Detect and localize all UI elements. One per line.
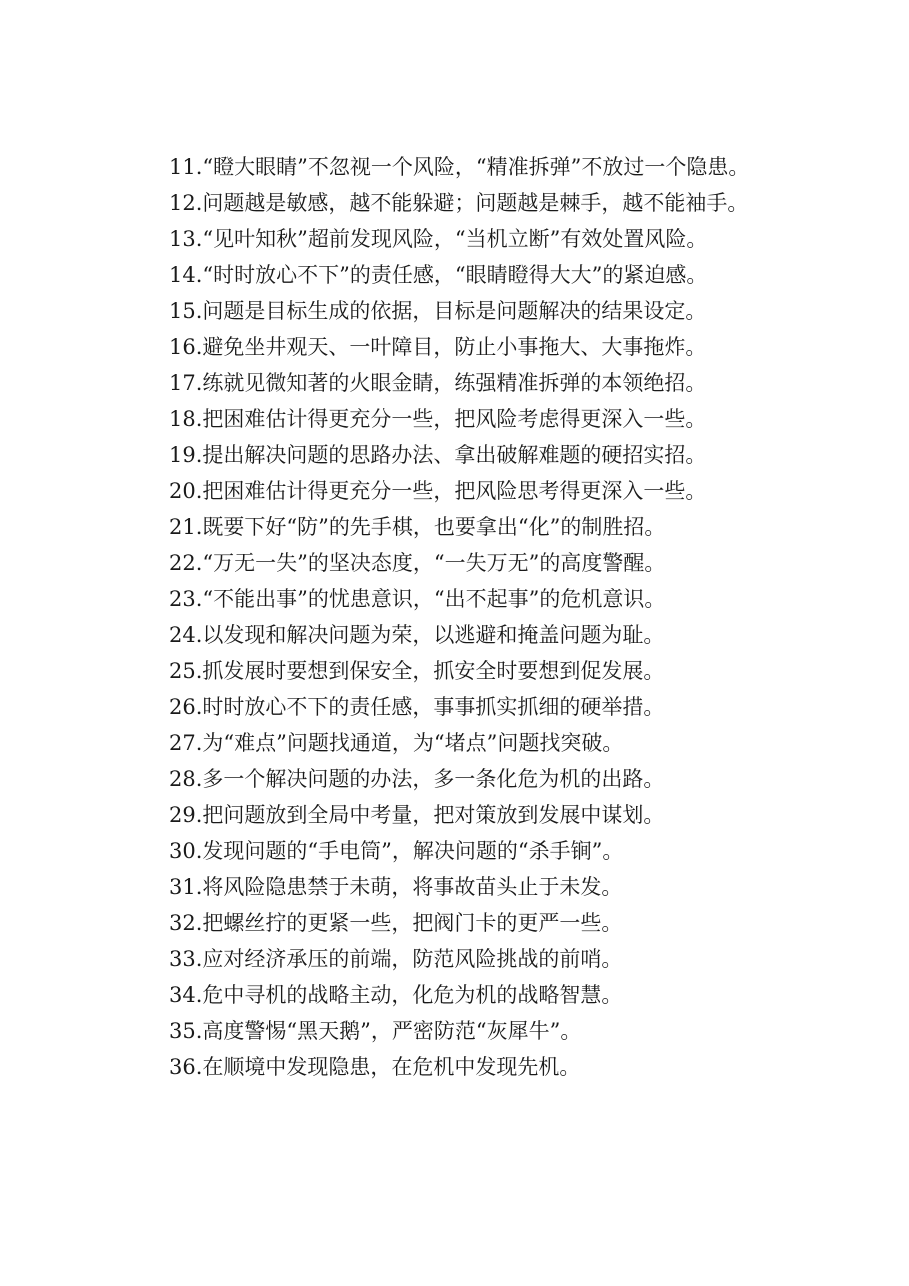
- item-number: 24.: [169, 623, 203, 647]
- item-text: 将风险隐患禁于未萌，将事故苗头止于未发。: [202, 875, 623, 899]
- item-text: 避免坐井观天、一叶障目，防止小事拖大、大事拖炸。: [202, 335, 707, 359]
- list-item-21: [125, 509, 795, 545]
- item-number: 27.: [169, 731, 203, 755]
- item-text: 应对经济承压的前端，防范风险挑战的前哨。: [202, 947, 623, 971]
- item-text: 发现问题的“手电筒”，解决问题的“杀手锏”。: [202, 839, 624, 863]
- item-number: 14.: [169, 263, 203, 287]
- list-item-23: [125, 581, 795, 617]
- item-text: 抓发展时要想到保安全，抓安全时要想到促发展。: [202, 659, 665, 683]
- document-body: [125, 149, 795, 1085]
- item-text: 为“难点”问题找通道，为“堵点”问题找突破。: [202, 731, 624, 755]
- item-number: 25.: [169, 659, 203, 683]
- list-item-12: [125, 185, 795, 221]
- item-text: 在顺境中发现隐患，在危机中发现先机。: [202, 1055, 581, 1079]
- list-item-36: [125, 1049, 795, 1085]
- item-number: 32.: [169, 911, 203, 935]
- item-text: 问题是目标生成的依据，目标是问题解决的结果设定。: [202, 299, 707, 323]
- item-number: 17.: [169, 371, 203, 395]
- item-text: 把螺丝拧的更紧一些，把阀门卡的更严一些。: [202, 911, 623, 935]
- item-number: 30.: [169, 839, 203, 863]
- item-text: 问题越是敏感，越不能躲避；问题越是棘手，越不能袖手。: [202, 191, 749, 215]
- item-text: “万无一失”的坚决态度，“一失万无”的高度警醒。: [202, 551, 666, 575]
- item-number: 28.: [169, 767, 203, 791]
- item-number: 36.: [169, 1055, 203, 1079]
- list-item-18: [125, 401, 795, 437]
- item-number: 13.: [169, 227, 203, 251]
- item-text: 提出解决问题的思路办法、拿出破解难题的硬招实招。: [202, 443, 707, 467]
- item-text: “不能出事”的忧患意识，“出不起事”的危机意识。: [202, 587, 666, 611]
- list-item-26: [125, 689, 795, 725]
- item-text: 以发现和解决问题为荣，以逃避和掩盖问题为耻。: [202, 623, 665, 647]
- list-item-16: [125, 329, 795, 365]
- item-number: 12.: [169, 191, 203, 215]
- list-item-25: [125, 653, 795, 689]
- item-text: 时时放心不下的责任感，事事抓实抓细的硬举措。: [202, 695, 665, 719]
- item-text: 把困难估计得更充分一些，把风险思考得更深入一些。: [202, 479, 707, 503]
- item-text: 高度警惕“黑天鹅”，严密防范“灰犀牛”。: [202, 1019, 582, 1043]
- list-item-11: [125, 149, 795, 185]
- list-item-30: [125, 833, 795, 869]
- list-item-34: [125, 977, 795, 1013]
- list-item-32: [125, 905, 795, 941]
- item-text: 既要下好“防”的先手棋，也要拿出“化”的制胜招。: [202, 515, 666, 539]
- list-item-20: [125, 473, 795, 509]
- list-item-29: [125, 797, 795, 833]
- item-number: 15.: [169, 299, 203, 323]
- item-text: “瞪大眼睛”不忽视一个风险，“精准拆弹”不放过一个隐患。: [202, 155, 750, 179]
- item-number: 11.: [169, 155, 203, 179]
- list-item-24: [125, 617, 795, 653]
- item-number: 16.: [169, 335, 203, 359]
- list-item-13: [125, 221, 795, 257]
- list-item-14: [125, 257, 795, 293]
- item-text: “见叶知秋”超前发现风险，“当机立断”有效处置风险。: [202, 227, 708, 251]
- item-number: 31.: [169, 875, 203, 899]
- item-number: 29.: [169, 803, 203, 827]
- item-text: 把问题放到全局中考量，把对策放到发展中谋划。: [202, 803, 665, 827]
- item-number: 35.: [169, 1019, 203, 1043]
- item-number: 23.: [169, 587, 203, 611]
- item-number: 22.: [169, 551, 203, 575]
- item-text: 多一个解决问题的办法，多一条化危为机的出路。: [202, 767, 665, 791]
- item-number: 18.: [169, 407, 203, 431]
- item-text: 练就见微知著的火眼金睛，练强精准拆弹的本领绝招。: [202, 371, 707, 395]
- item-number: 34.: [169, 983, 203, 1007]
- item-number: 19.: [169, 443, 203, 467]
- list-item-19: [125, 437, 795, 473]
- list-item-31: [125, 869, 795, 905]
- item-number: 33.: [169, 947, 203, 971]
- item-number: 20.: [169, 479, 203, 503]
- item-number: 26.: [169, 695, 203, 719]
- list-item-22: [125, 545, 795, 581]
- list-item-33: [125, 941, 795, 977]
- list-item-17: [125, 365, 795, 401]
- item-number: 21.: [169, 515, 203, 539]
- list-item-28: [125, 761, 795, 797]
- list-item-27: [125, 725, 795, 761]
- item-text: 危中寻机的战略主动，化危为机的战略智慧。: [202, 983, 623, 1007]
- item-text: “时时放心不下”的责任感，“眼睛瞪得大大”的紧迫感。: [202, 263, 708, 287]
- list-item-15: [125, 293, 795, 329]
- list-item-35: [125, 1013, 795, 1049]
- item-text: 把困难估计得更充分一些，把风险考虑得更深入一些。: [202, 407, 707, 431]
